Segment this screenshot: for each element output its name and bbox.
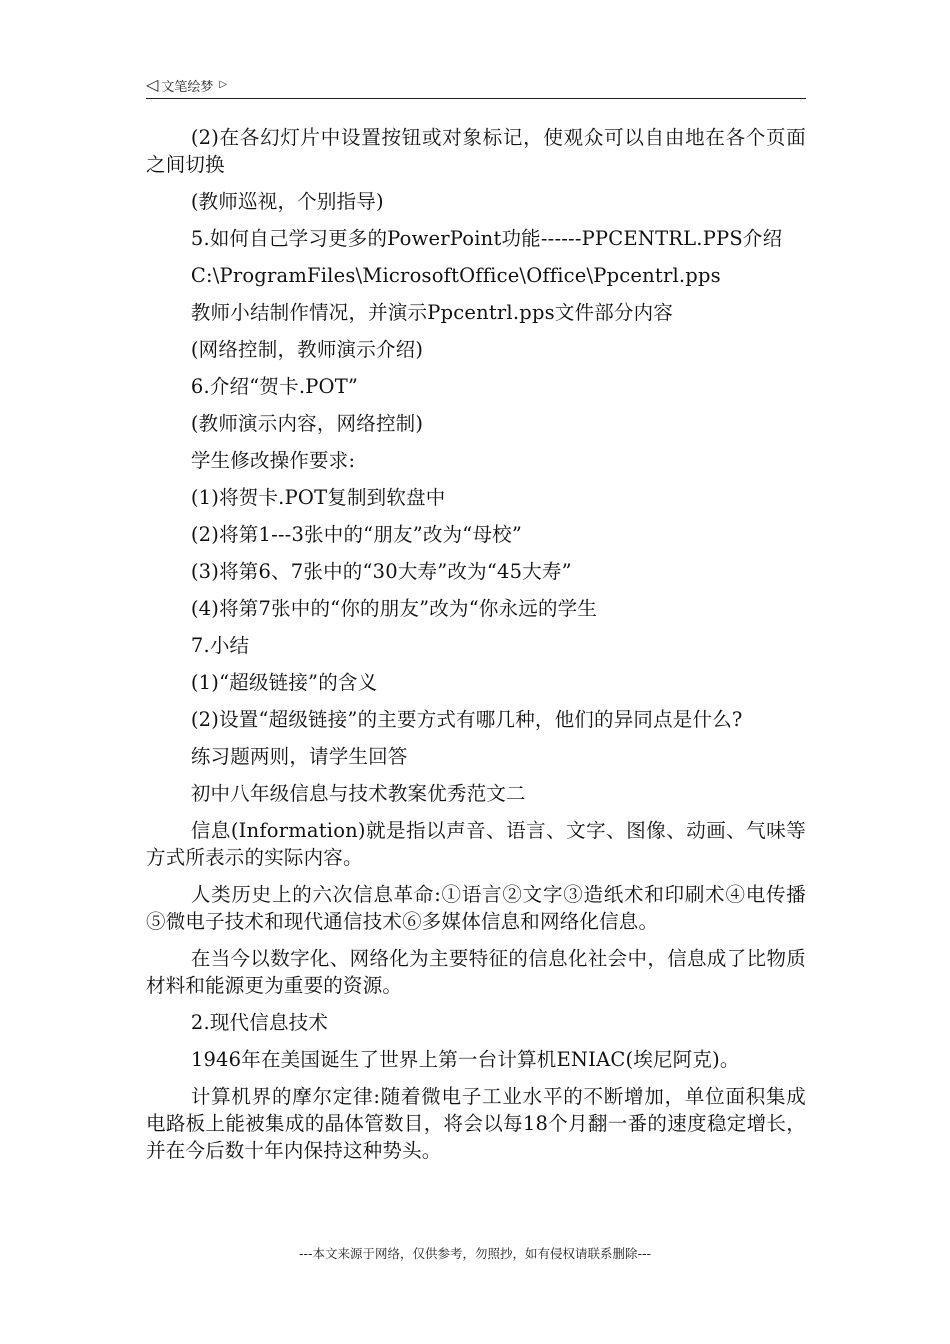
paragraph: 在当今以数字化、网络化为主要特征的信息化社会中，信息成了比物质材料和能源更为重要的资源。 xyxy=(146,947,806,997)
paragraph: (网络控制，教师演示介绍) xyxy=(190,338,424,361)
paragraph: (教师巡视，个别指导) xyxy=(190,190,384,213)
header-divider xyxy=(146,98,806,99)
paragraph: 2.现代信息技术 xyxy=(190,1011,329,1034)
paragraph: 信息(Information)就是指以声音、语言、文字、图像、动画、气味等方式所表示的实际内容。 xyxy=(146,819,806,869)
paragraph: 教师小结制作情况，并演示Ppcentrl.pps文件部分内容 xyxy=(190,301,674,324)
paragraph: 7.小结 xyxy=(190,634,250,657)
paragraph: (2)设置“超级链接”的主要方式有哪几种，他们的异同点是什么? xyxy=(190,708,743,731)
paragraph: (3)将第6、7张中的“30大寿”改为“45大寿” xyxy=(190,560,572,583)
triangle-left-icon: ◁ xyxy=(146,75,159,94)
paragraph: 初中八年级信息与技术教案优秀范文二 xyxy=(190,782,526,805)
paragraph: (4)将第7张中的“你的朋友”改为“你永远的学生 xyxy=(190,597,598,620)
paragraph: 练习题两则，请学生回答 xyxy=(190,745,408,768)
paragraph: 计算机界的摩尔定律:随着微电子工业水平的不断增加，单位面积集成电路板上能被集成的晶体管数目，将会以每18个月翻一番的速度稳定增长，并在今后数十年内保持这种势头。 xyxy=(146,1085,806,1162)
paragraph: (2)将第1---3张中的“朋友”改为“母校” xyxy=(190,523,523,546)
paragraph: 5.如何自己学习更多的PowerPoint功能------PPCENTRL.PPS介绍 xyxy=(190,227,783,250)
paragraph: (1)将贺卡.POT复制到软盘中 xyxy=(190,486,446,509)
paragraph: C:\ProgramFiles\MicrosoftOffice\Office\Ppcentrl.pps xyxy=(190,264,721,287)
page-footer: ---本文来源于网络，仅供参考，勿照抄，如有侵权请联系删除--- xyxy=(298,1246,652,1261)
page-header xyxy=(146,74,806,96)
paragraph: 人类历史上的六次信息革命:①语言②文字③造纸术和印刷术④电传播⑤微电子技术和现代通信技术⑥多媒体信息和网络化信息。 xyxy=(146,883,806,933)
triangle-right-icon: ▷ xyxy=(219,79,228,90)
paragraph: 1946年在美国诞生了世界上第一台计算机ENIAC(埃尼阿克)。 xyxy=(190,1048,740,1071)
header-title: 文笔绘梦 xyxy=(161,79,214,95)
paragraph: (1)“超级链接”的含义 xyxy=(190,671,378,694)
paragraph: 6.介绍“贺卡.POT” xyxy=(190,375,359,398)
paragraph: (2)在各幻灯片中设置按钮或对象标记，使观众可以自由地在各个页面之间切换 xyxy=(146,126,806,176)
paragraph: (教师演示内容，网络控制) xyxy=(190,412,424,435)
document-body xyxy=(146,124,806,1174)
paragraph: 学生修改操作要求: xyxy=(190,449,356,472)
